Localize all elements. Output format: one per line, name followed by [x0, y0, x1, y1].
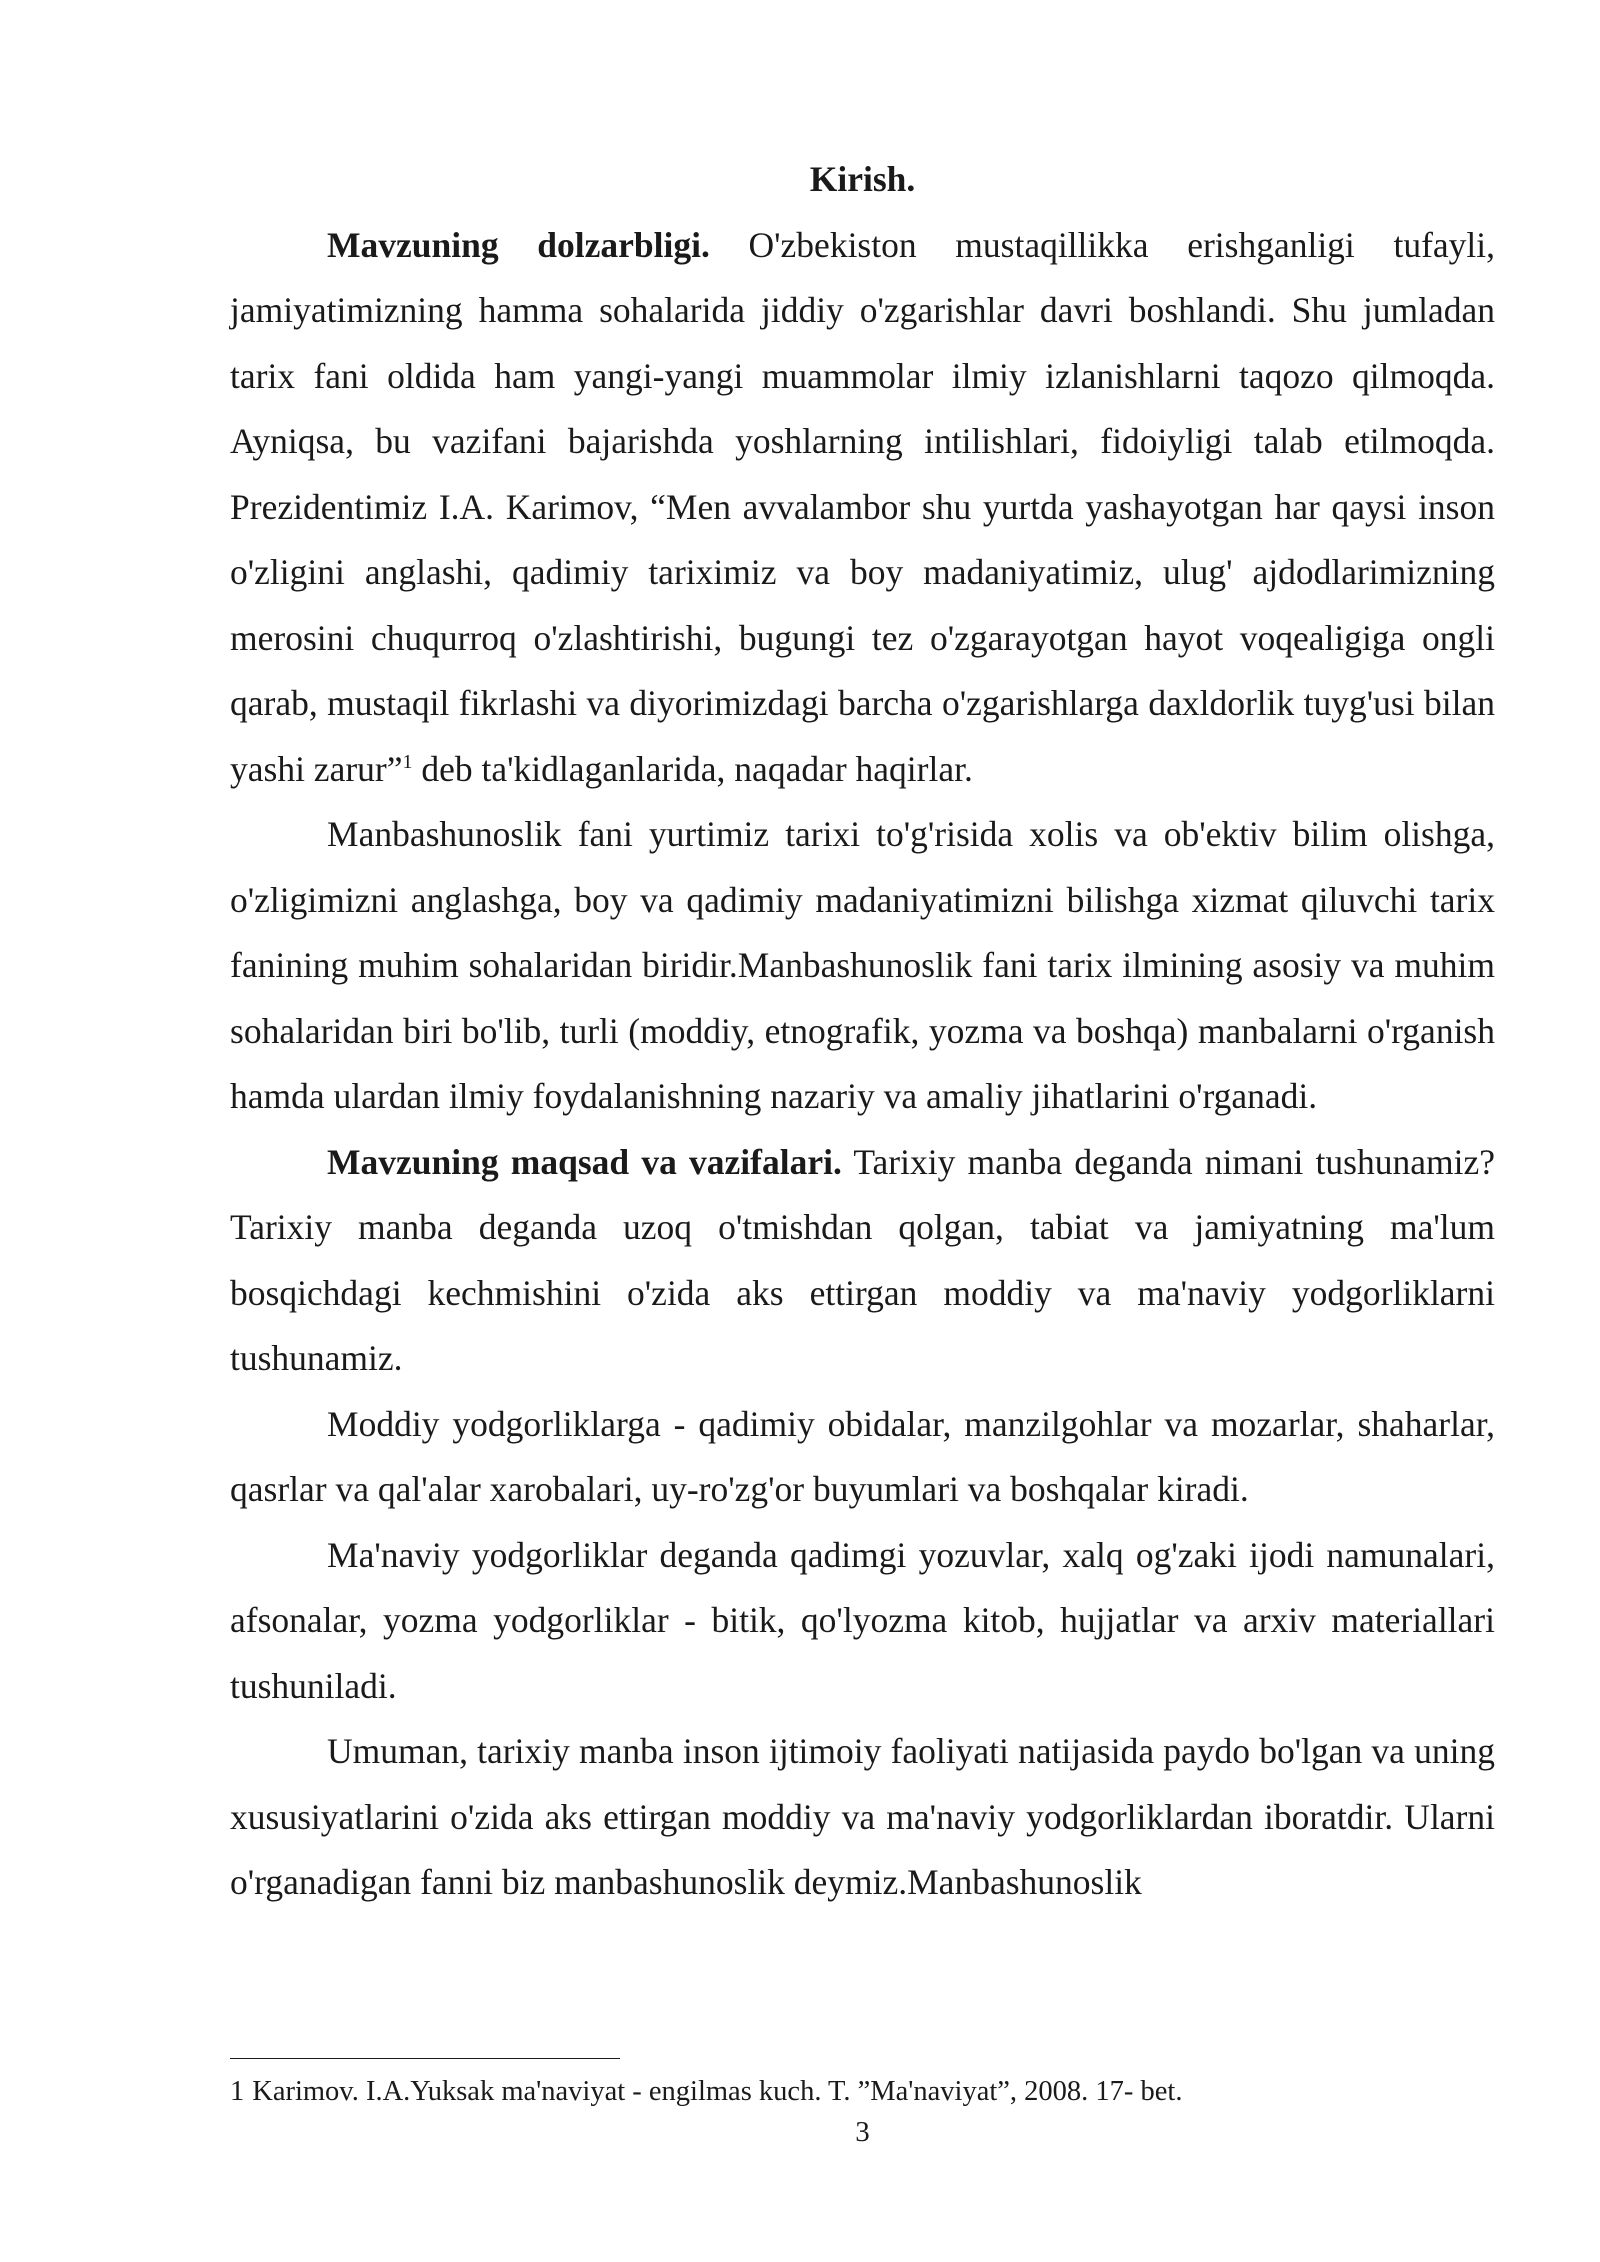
paragraph-text: Tarixiy manba deganda nimani tushunamiz? Tarixiy manba deganda uzoq o'tmishdan qolgan, tabiat va jamiyatning ma'lum bosqichdagi kechmishini o'zida aks ettirgan moddiy va ma'naviy yodgorliklarni tushunamiz.: [230, 1141, 1495, 1378]
paragraph-relevance: [230, 213, 1495, 803]
footnote: [230, 2074, 1495, 2110]
paragraph-source-studies: Manbashunoslik fani yurtimiz tarixi to'g'risida xolis va ob'ektiv bilim olishga, o'zligimizni anglashga, boy va qadimiy madaniyatimizni bilishga xizmat qiluvchi tarix fanining muhim sohalaridan biridir.Manbashunoslik fani tarix ilmining asosiy va muhim sohalaridan biri bo'lib, turli (moddiy, etnografik, yozma va boshqa) manbalarni o'rganish hamda ulardan ilmiy foydalanishning nazariy va amaliy jihatlarini o'rganadi.: [230, 814, 1495, 1116]
footnote-reference[interactable]: 1: [402, 750, 413, 773]
document-body: [230, 147, 1495, 1916]
footnote-separator: [230, 2058, 620, 2059]
paragraph-text: O'zbekiston mustaqillikka erishganligi tufayli, jamiyatimizning hamma sohalarida jiddiy o'zgarishlar davri boshlandi. Shu jumladan tarix fani oldida ham yangi-yangi muammolar ilmiy izlanishlarni taqozo qilmoqda. Ayniqsa, bu vazifani bajarishda yoshlarning intilishlari, fidoiyligi talab etilmoqda. Prezidentimiz I.A. Karimov, “Men avvalambor shu yurtda yashayotgan har qaysi inson o'zligini anglashi, qadimiy tariximiz va boy madaniyatimiz, ulug' ajdodlarimizning merosini chuqurroq o'zlashtirishi, bugungi tez o'zgarayotgan hayot voqealigiga ongli qarab, mustaqil fikrlashi va diyorimizdagi barcha o'zgarishlarga daxldorlik tuyg'usi bilan yashi zarur”: [230, 224, 1495, 789]
footnote-text: Karimov. I.A.Yuksak ma'naviyat - engilmas kuch. T. ”Ma'naviyat”, 2008. 17- bet.: [252, 2076, 1183, 2107]
footnote-number: 1: [230, 2076, 245, 2107]
paragraph-lead: Mavzuning maqsad va vazifalari.: [327, 1141, 842, 1182]
paragraph-material-monuments: Moddiy yodgorliklarga - qadimiy obidalar, manzilgohlar va mozarlar, shaharlar, qasrlar va qal'alar xarobalari, uy-ro'zg'or buyumlari va boshqalar kiradi.: [230, 1403, 1495, 1509]
paragraph-spiritual-monuments: Ma'naviy yodgorliklar deganda qadimgi yozuvlar, xalq og'zaki ijodi namunalari, afsonalar, yozma yodgorliklar - bitik, qo'lyozma kitob, hujjatlar va arxiv materiallari tushuniladi.: [230, 1534, 1495, 1706]
paragraph-text-continued: deb ta'kidlaganlarida, naqadar haqirlar.: [412, 748, 973, 789]
section-heading: Kirish.: [809, 159, 916, 199]
paragraph-summary: Umuman, tarixiy manba inson ijtimoiy faoliyati natijasida paydo bo'lgan va uning xususiyatlarini o'zida aks ettirgan moddiy va ma'naviy yodgorliklardan iboratdir. Ularni o'rganadigan fanni biz manbashunoslik deymiz.Manbashunoslik: [230, 1731, 1495, 1902]
page-number: 3: [855, 2116, 870, 2148]
paragraph-lead: Mavzuning dolzarbligi.: [327, 224, 710, 265]
paragraph-goals: [230, 1130, 1495, 1392]
